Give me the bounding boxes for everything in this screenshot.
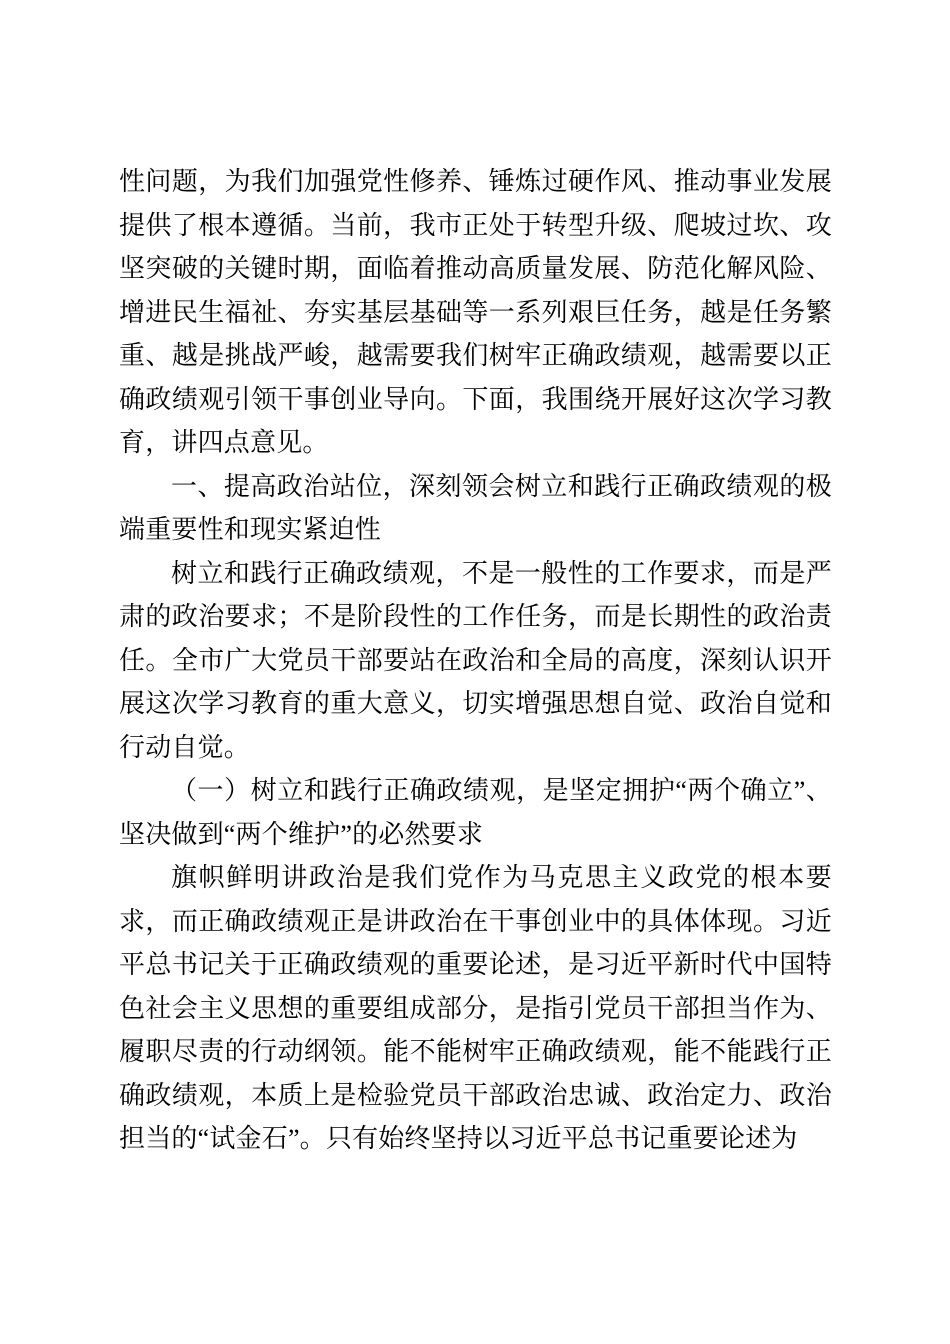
paragraph-body: 旗帜鲜明讲政治是我们党作为马克思主义政党的根本要求，而正确政绩观正是讲政治在干事创业中的具体体现。习近平总书记关于正确政绩观的重要论述，是习近平新时代中国特色社会主义思想的重要组成部分，是指引党员干部担当作为、履职尽责的行动纲领。能不能树牢正确政绩观，能不能践行正确政绩观，本质上是检验党员干部政治忠诚、政治定力、政治担当的“试金石”。只有始终坚持以习近平总书记重要论述为 <box>119 863 832 1153</box>
paragraph-continuation: 性问题，为我们加强党性修养、锤炼过硬作风、推动事业发展提供了根本遵循。当前，我市正处于转型升级、爬坡过坎、攻坚突破的关键时期，面临着推动高质量发展、防范化解风险、增进民生福祉、夯实基层基础等一系列艰巨任务，越是任务繁重、越是挑战严峻，越需要我们树牢正确政绩观，越需要以正确政绩观引领干事创业导向。下面，我围绕开展好这次学习教育，讲四点意见。 <box>119 167 832 457</box>
paragraph-body: 树立和践行正确政绩观，不是一般性的工作要求，而是严肃的政治要求；不是阶段性的工作任务，而是长期性的政治责任。全市广大党员干部要站在政治和全局的高度，深刻认识开展这次学习教育的重大意义，切实增强思想自觉、政治自觉和行动自觉。 <box>119 558 832 762</box>
section-heading-one: 一、提高政治站位，深刻领会树立和践行正确政绩观的极端重要性和现实紧迫性 <box>119 470 832 544</box>
subsection-heading-one-one: （一）树立和践行正确政绩观，是坚定拥护“两个确立”、坚决做到“两个维护”的必然要求 <box>119 776 832 849</box>
